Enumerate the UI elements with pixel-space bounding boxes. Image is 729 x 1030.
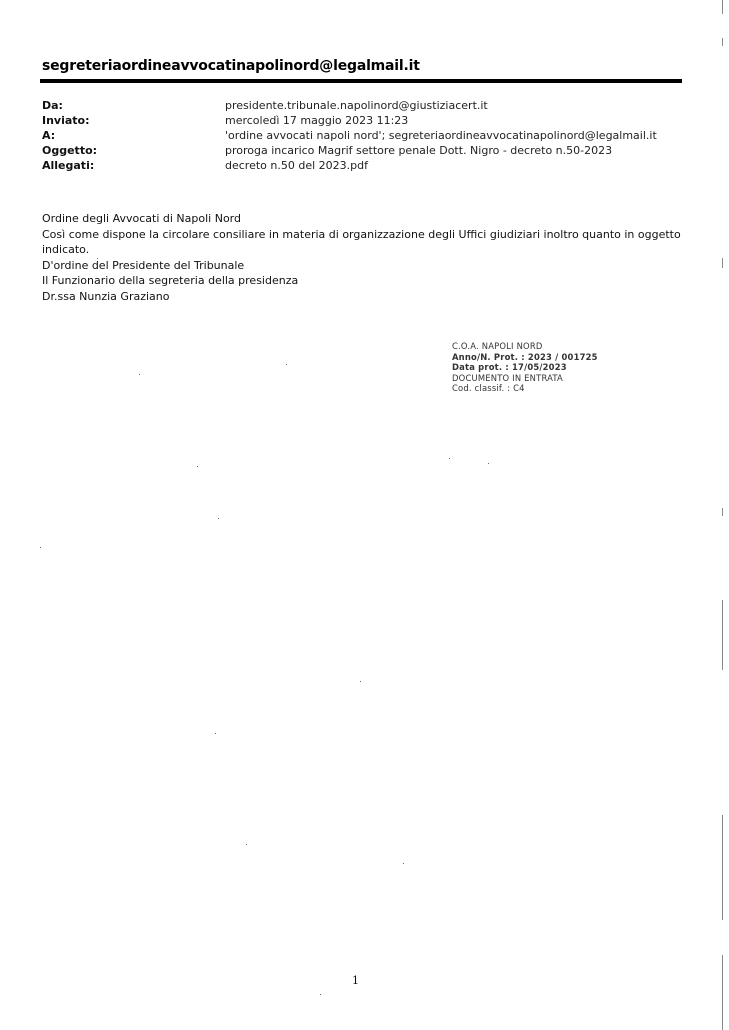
header-value: proroga incarico Magrif settore penale Dott. Nigro - decreto n.50-2023 (225, 144, 613, 157)
email-sender: segreteriaordineavvocatinapolinord@legalmail.it (42, 58, 420, 74)
body-signature-line: D'ordine del Presidente del Tribunale (42, 258, 245, 272)
header-row-sent (42, 113, 657, 128)
header-value: decreto n.50 del 2023.pdf (225, 159, 368, 172)
scan-speck (360, 681, 361, 682)
header-row-attachments (42, 158, 657, 173)
scan-speck (97, 258, 98, 259)
scan-speck (215, 733, 216, 734)
scan-speck (403, 863, 404, 864)
stamp-line: C.O.A. NAPOLI NORD (452, 341, 543, 351)
stamp-line: Cod. classif. : C4 (452, 383, 525, 393)
header-row-from (42, 98, 657, 113)
header-label: Inviato: (42, 114, 90, 127)
scan-edge-mark (722, 815, 723, 920)
body-greeting: Ordine degli Avvocati di Napoli Nord (42, 212, 241, 225)
protocol-stamp (452, 341, 598, 394)
scan-edge-mark (722, 258, 723, 268)
header-value: presidente.tribunale.napolinord@giustiziacert.it (225, 99, 488, 112)
email-body (42, 211, 682, 304)
scan-speck (197, 466, 198, 467)
stamp-line: Anno/N. Prot. : 2023 / 001725 (452, 351, 598, 362)
header-label: Oggetto: (42, 144, 98, 157)
header-value: mercoledì 17 maggio 2023 11:23 (225, 114, 409, 127)
body-message: Così come dispone la circolare consiliare in materia di organizzazione degli Uffici giudiziari inoltro quanto in oggetto indicato. (42, 227, 681, 256)
body-signature-line: Il Funzionario della segreteria della presidenza (42, 274, 299, 287)
header-label: A: (42, 129, 56, 142)
header-row-subject (42, 143, 657, 158)
scan-speck (139, 374, 140, 375)
page-number: 1 (352, 974, 359, 987)
scan-speck (449, 458, 450, 459)
scan-edge-mark (722, 38, 723, 46)
scan-speck (246, 844, 247, 845)
scan-edge-mark (722, 600, 723, 670)
scan-speck (320, 994, 321, 995)
scan-speck (488, 463, 489, 464)
scan-edge-mark (722, 955, 723, 1030)
header-label: Da: (42, 99, 63, 112)
stamp-line: Data prot. : 17/05/2023 (452, 362, 567, 372)
scan-edge-mark (722, 508, 723, 516)
scan-speck (286, 364, 287, 365)
scan-speck (40, 547, 41, 548)
body-signature-name: Dr.ssa Nunzia Graziano (42, 289, 170, 303)
email-headers (42, 98, 657, 173)
header-value: 'ordine avvocati napoli nord'; segreteriaordineavvocatinapolinord@legalmail.it (225, 129, 657, 142)
header-label: Allegati: (42, 159, 95, 172)
header-row-to (42, 128, 657, 143)
scan-speck (218, 518, 219, 519)
scan-edge-mark (722, 0, 723, 14)
stamp-line: DOCUMENTO IN ENTRATA (452, 372, 563, 383)
header-divider (40, 79, 682, 83)
